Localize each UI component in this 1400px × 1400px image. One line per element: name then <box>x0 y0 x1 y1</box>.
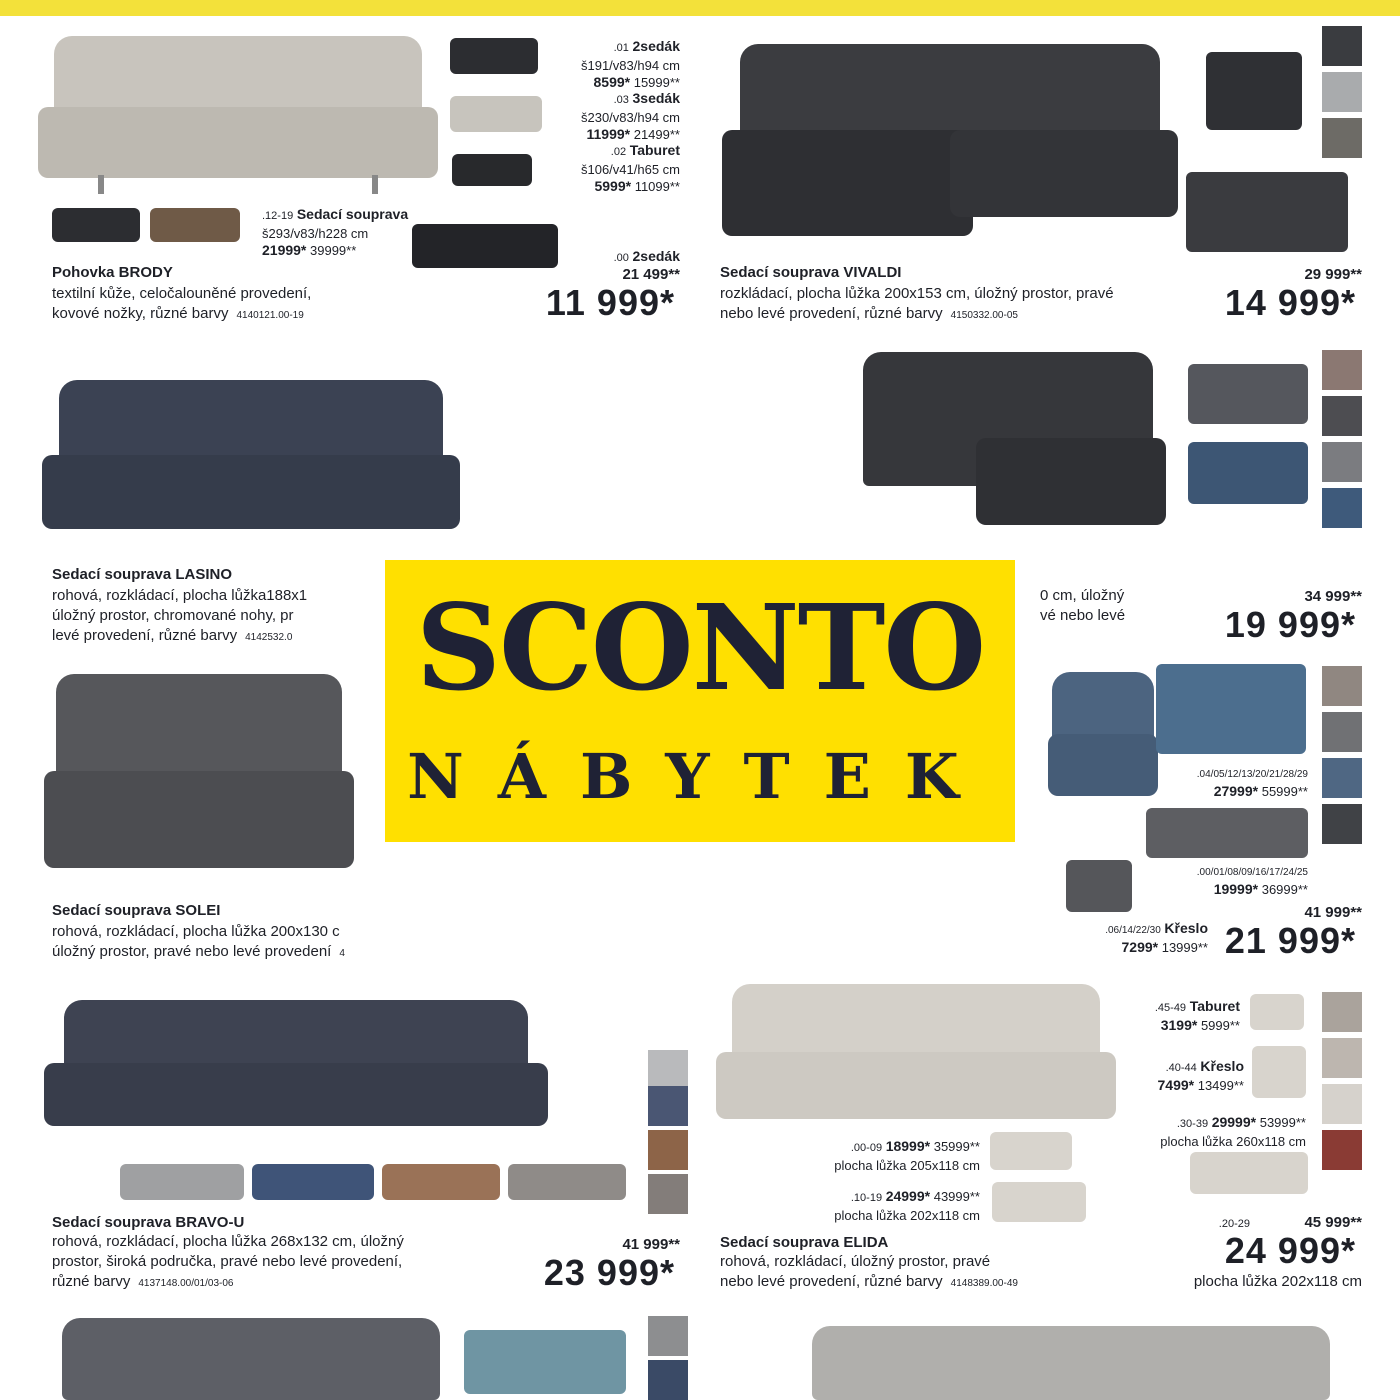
elida-taburet-thumb <box>1250 994 1304 1030</box>
desc-line: rohová, rozkládací, plocha lůžka 200x130 c <box>52 923 340 940</box>
elida-bed-size: plocha lůžka 202x118 cm <box>1193 1273 1362 1290</box>
desc-line: rohová, rozkládací, plocha lůžka 268x132 cm, úložný <box>52 1233 404 1250</box>
right3-swatch-taupe <box>1322 666 1362 706</box>
brody-3sedak-thumb <box>450 96 542 132</box>
elida-description <box>720 1252 1140 1294</box>
vivaldi-old-price: 29 999** <box>1304 266 1362 283</box>
variant-price: 18999* <box>885 1138 931 1154</box>
desc-line: rohová, rozkládací, úložný prostor, pravé <box>720 1253 991 1270</box>
variant-price: 19999* <box>1213 881 1259 897</box>
elida-sofa-image <box>716 984 1116 1134</box>
desc-line: kovové nožky, různé barvy <box>52 305 229 322</box>
variant-old-price: 36999** <box>1261 882 1308 897</box>
lasino-title: Sedací souprava LASINO <box>52 566 233 583</box>
logo-line-sconto: SCONTO <box>415 578 985 717</box>
variant-price: 27999* <box>1213 783 1259 799</box>
vivaldi-sofa-image <box>722 44 1178 236</box>
desc-line: úložný prostor, pravé nebo levé provedení <box>52 943 332 960</box>
variant-name: Taburet <box>1189 998 1240 1014</box>
brody-black-thumb <box>52 208 140 242</box>
variant-code: .01 <box>613 42 629 54</box>
variant-price: 7299* <box>1121 939 1159 955</box>
vivaldi-swatch-grey <box>1322 118 1362 158</box>
variant-name: 2sedák <box>632 38 680 54</box>
bravo-sofa-image <box>44 1000 548 1140</box>
solei-title: Sedací souprava SOLEI <box>52 902 221 919</box>
variant-dimensions: š106/v41/h65 cm <box>580 162 680 177</box>
desc-line: rozkládací, plocha lůžka 200x153 cm, úložný prostor, pravé <box>720 285 1114 302</box>
variant-old-price: 39999** <box>310 243 357 258</box>
elida-taburet <box>1110 998 1240 1034</box>
brody-description <box>52 284 452 326</box>
variant-code: .10-19 <box>850 1192 883 1204</box>
desc-line: nebo levé provedení, různé barvy <box>720 1273 943 1290</box>
variant-price: 7499* <box>1157 1077 1195 1093</box>
elida-swatch-cream <box>1322 1084 1362 1124</box>
bravo-thumb-grey <box>120 1164 244 1200</box>
elida-swatch-taupe <box>1322 992 1362 1032</box>
variant-bed-size: plocha lůžka 205x118 cm <box>834 1158 980 1173</box>
variant-old-price: 35999** <box>933 1139 980 1154</box>
brody-2sedak-thumb <box>450 38 538 74</box>
variant-code: .45-49 <box>1154 1002 1187 1014</box>
desc-line: různé barvy <box>52 1273 131 1290</box>
variant-price: 24999* <box>885 1188 931 1204</box>
variant-price: 29999* <box>1211 1114 1257 1130</box>
variant-old-price: 13499** <box>1197 1078 1244 1093</box>
elida-v00-thumb <box>990 1132 1072 1170</box>
variant-bed-size: plocha lůžka 260x118 cm <box>1160 1134 1306 1149</box>
brody-variant-03 <box>545 90 680 143</box>
right2-blue-thumb <box>1188 442 1308 504</box>
variant-code: .40-44 <box>1165 1062 1197 1074</box>
desc-line: nebo levé provedení, různé barvy <box>720 305 943 322</box>
bravo-thumb-blue <box>252 1164 374 1200</box>
product-code: 4142532.0 <box>245 632 293 643</box>
variant-name: 2sedák <box>632 248 680 264</box>
brody-variant-01 <box>545 38 680 91</box>
right3-swatch-grey <box>1322 712 1362 752</box>
top-yellow-band <box>0 0 1400 16</box>
solei-description <box>52 922 407 964</box>
right2-sofa-image <box>850 352 1166 544</box>
right2-swatch-blue <box>1322 488 1362 528</box>
variant-price: 3199* <box>1160 1017 1198 1033</box>
right2-swatch-grey <box>1322 442 1362 482</box>
vivaldi-swatch-light <box>1322 72 1362 112</box>
right3-sofa-image <box>1048 672 1158 810</box>
variant-dimensions: š230/v83/h94 cm <box>580 110 680 125</box>
solei-sofa-image <box>44 674 354 890</box>
bottom-left-thumb <box>464 1330 626 1394</box>
variant-name: Taburet <box>629 142 680 158</box>
bravo-thumb-taupe <box>508 1164 626 1200</box>
bottom-right-sofa-image <box>790 1326 1352 1400</box>
bravo-swatch-taupe <box>648 1174 688 1214</box>
vivaldi-price: 14 999* <box>1224 282 1356 323</box>
desc-line: prostor, široká područka, pravé nebo levé provedení, <box>52 1253 403 1270</box>
right2-description <box>1040 586 1180 626</box>
product-code: 4137148.00/01/03-06 <box>138 1278 234 1289</box>
elida-kreslo <box>1110 1058 1244 1094</box>
variant-code: .03 <box>613 94 629 106</box>
brody-set-variant <box>262 206 452 259</box>
desc-line: rohová, rozkládací, plocha lůžka188x1 <box>52 587 308 604</box>
vivaldi-title: Sedací souprava VIVALDI <box>720 264 902 281</box>
right3-swatch-dark <box>1322 804 1362 844</box>
variant-old-price: 55999** <box>1261 784 1308 799</box>
elida-main-code: .20-29 <box>1218 1218 1250 1230</box>
desc-line: úložný prostor, chromované nohy, pr <box>52 607 294 624</box>
logo-line-nabytek: NÁBYTEK <box>407 740 993 813</box>
product-code: 4140121.00-19 <box>236 310 304 321</box>
bravo-thumb-brown <box>382 1164 500 1200</box>
vivaldi-bed-thumb <box>1186 172 1348 252</box>
right3-price: 21 999* <box>1224 920 1356 961</box>
elida-v30-thumb <box>1190 1152 1308 1194</box>
variant-old-price: 15999** <box>633 75 680 90</box>
right3-corner-thumb <box>1146 808 1308 858</box>
brody-taburet-thumb <box>452 154 532 186</box>
variant-old-price: 13999** <box>1161 940 1208 955</box>
variant-code: .00-09 <box>850 1142 883 1154</box>
elida-variant-00 <box>770 1138 980 1174</box>
right2-old-price: 34 999** <box>1304 588 1362 605</box>
bravo-price: 23 999* <box>543 1252 675 1293</box>
variant-dimensions: š191/v83/h94 cm <box>580 58 680 73</box>
elida-variant-30 <box>1110 1114 1306 1150</box>
right2-grey-thumb <box>1188 364 1308 424</box>
bravo-swatch-brown <box>648 1130 688 1170</box>
variant-old-price: 5999** <box>1200 1018 1240 1033</box>
variant-name: Křeslo <box>1200 1058 1244 1074</box>
brody-variant-02 <box>545 142 680 195</box>
variant-name: Křeslo <box>1164 920 1208 936</box>
variant-price: 8599* <box>593 74 631 90</box>
desc-line: textilní kůže, celočalouněné provedení, <box>52 285 312 302</box>
product-code: 4 <box>339 948 345 959</box>
brody-sofa-image <box>38 36 438 194</box>
desc-line: vé nebo levé <box>1040 607 1126 624</box>
variant-old-price: 21499** <box>633 127 680 142</box>
right3-ushape-thumb <box>1156 664 1306 754</box>
elida-swatch-red <box>1322 1130 1362 1170</box>
vivaldi-description <box>720 284 1200 326</box>
product-code: 4148389.00-49 <box>950 1278 1018 1289</box>
variant-code: .00 <box>613 252 629 264</box>
elida-kreslo-thumb <box>1252 1046 1306 1098</box>
variant-code: .06/14/22/30 <box>1105 925 1161 936</box>
variant-name: 3sedák <box>632 90 680 106</box>
right3-kreslo-thumb <box>1066 860 1132 912</box>
variant-bed-size: plocha lůžka 202x118 cm <box>834 1208 980 1223</box>
brody-title: Pohovka BRODY <box>52 264 173 281</box>
variant-price: 11999* <box>586 126 631 142</box>
right3-old-price: 41 999** <box>1304 904 1362 921</box>
variant-old-price: 11099** <box>634 179 680 194</box>
right3-swatch-blue <box>1322 758 1362 798</box>
bottom-left-sofa-image <box>46 1318 456 1400</box>
bravo-swatch-silver <box>648 1050 688 1090</box>
brody-brown-thumb <box>150 208 240 242</box>
brody-old-price: 21 499** <box>622 266 680 283</box>
right2-swatch-dark <box>1322 396 1362 436</box>
desc-line: 0 cm, úložný <box>1040 587 1125 604</box>
right2-swatch-brown <box>1322 350 1362 390</box>
variant-price: 21999* <box>262 242 307 258</box>
product-code: 4150332.00-05 <box>950 310 1018 321</box>
variant-code: .12-19 <box>262 210 294 222</box>
vivaldi-swatch-dark <box>1322 26 1362 66</box>
right3-variant-1 <box>1150 764 1308 800</box>
brody-main-variant <box>545 248 680 267</box>
bravo-description <box>52 1232 512 1294</box>
brody-price: 11 999* <box>545 282 675 323</box>
bravo-swatch-navy <box>648 1086 688 1126</box>
variant-code: .00/01/08/09/16/17/24/25 <box>1196 867 1308 878</box>
lasino-sofa-image <box>42 380 460 546</box>
bottom-swatch-navy <box>648 1360 688 1400</box>
elida-old-price: 45 999** <box>1304 1214 1362 1231</box>
variant-name: Sedací souprava <box>296 206 409 222</box>
elida-title: Sedací souprava ELIDA <box>720 1234 889 1251</box>
elida-v10-thumb <box>992 1182 1086 1222</box>
bravo-old-price: 41 999** <box>622 1236 680 1253</box>
right2-price: 19 999* <box>1224 604 1356 645</box>
bravo-title: Sedací souprava BRAVO-U <box>52 1214 245 1231</box>
variant-code: .30-39 <box>1176 1118 1209 1130</box>
sconto-logo <box>385 560 1015 842</box>
variant-code: .04/05/12/13/20/21/28/29 <box>1196 769 1308 780</box>
elida-variant-10 <box>770 1188 980 1224</box>
desc-line: levé provedení, různé barvy <box>52 627 238 644</box>
vivaldi-storage-thumb <box>1206 52 1302 130</box>
variant-dimensions: š293/v83/h228 cm <box>262 226 369 241</box>
variant-old-price: 43999** <box>933 1189 980 1204</box>
variant-price: 5999* <box>594 178 632 194</box>
variant-code: .02 <box>610 146 627 158</box>
elida-swatch-beige <box>1322 1038 1362 1078</box>
elida-price: 24 999* <box>1224 1230 1356 1271</box>
variant-old-price: 53999** <box>1259 1115 1306 1130</box>
right3-variant-2 <box>1150 862 1308 898</box>
bottom-swatch-grey <box>648 1316 688 1356</box>
lasino-description <box>52 586 382 648</box>
